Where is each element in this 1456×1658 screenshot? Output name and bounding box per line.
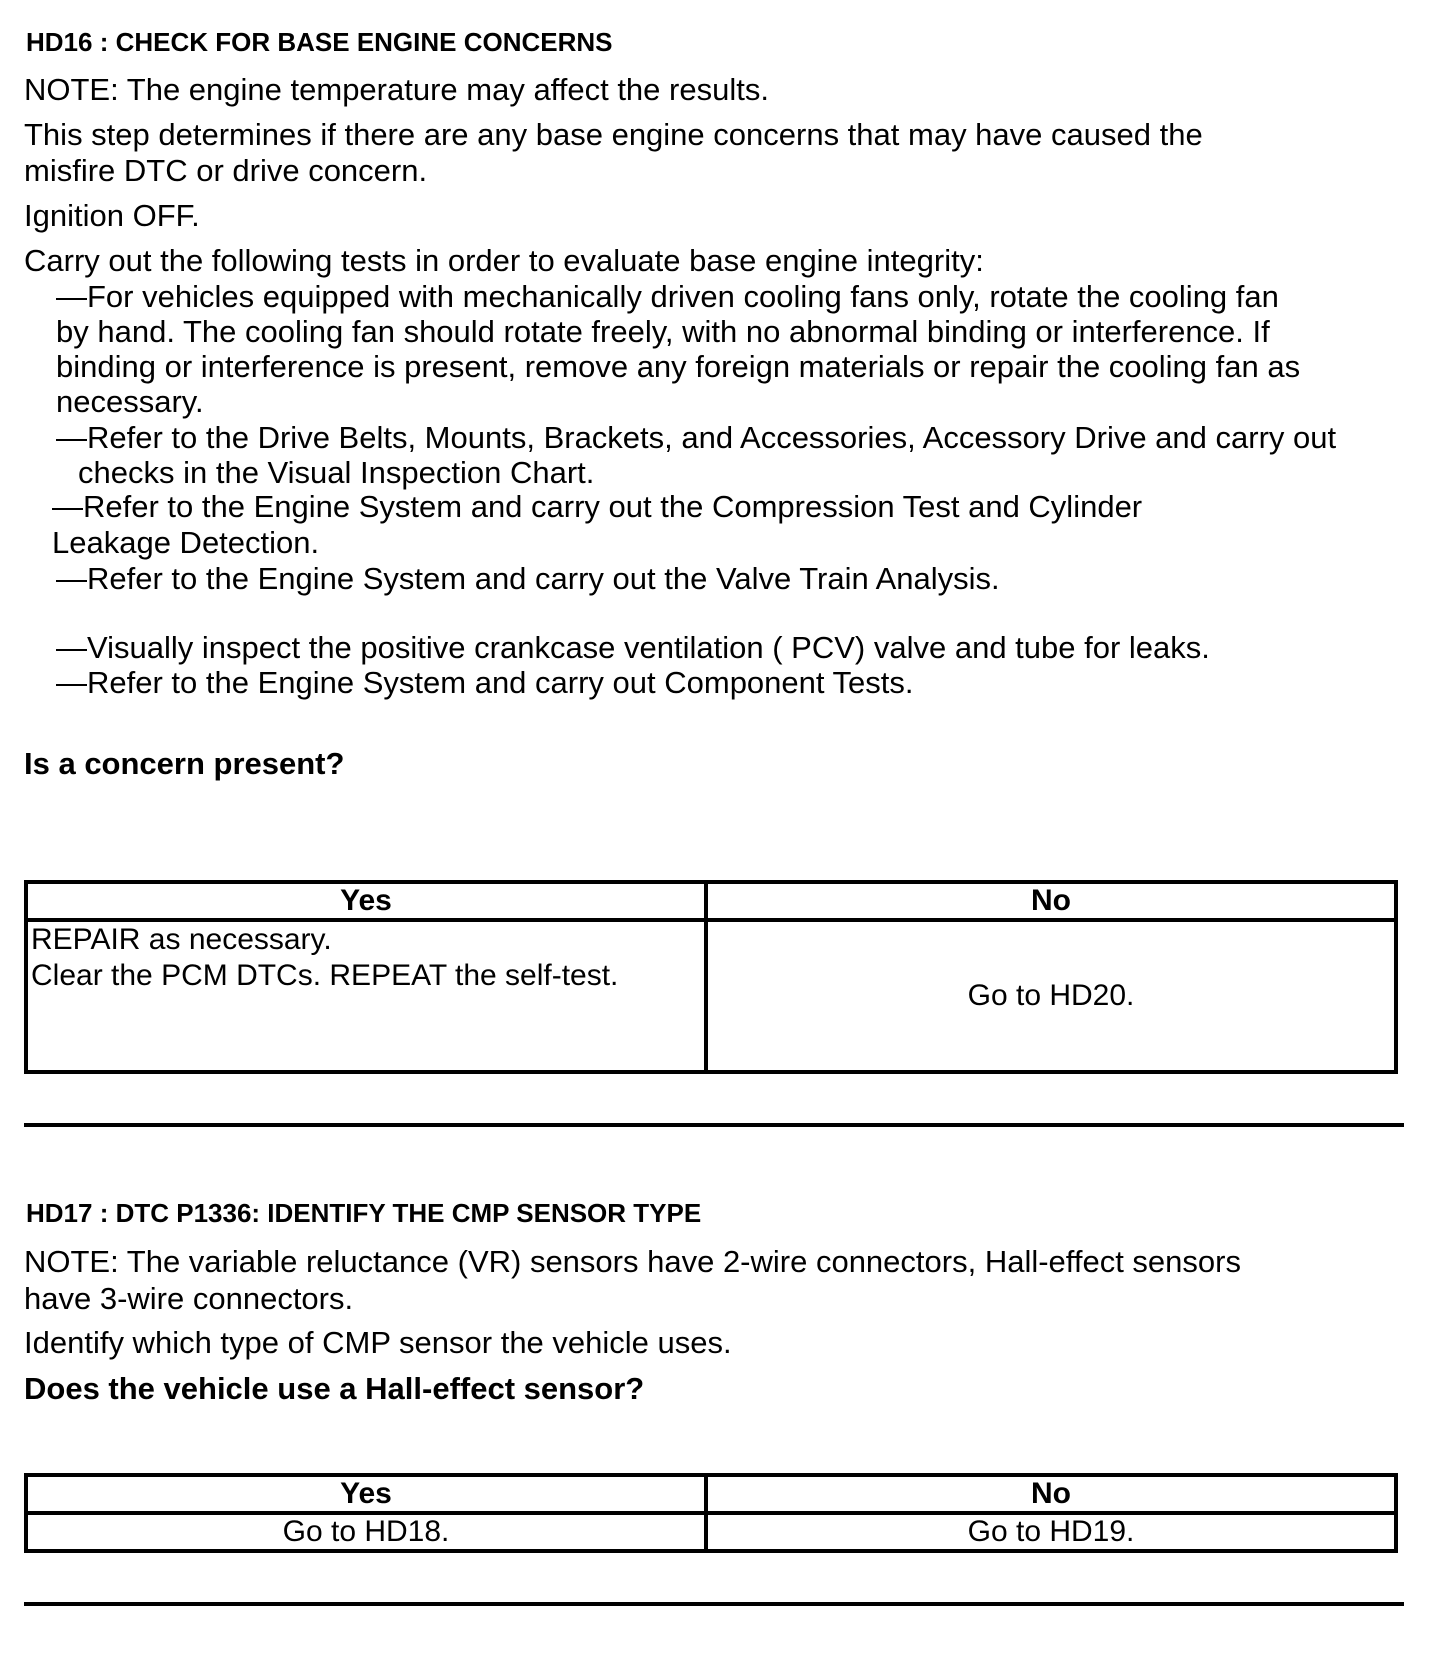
hd16-intro-line1: This step determines if there are any base engine concerns that may have caused the <box>24 117 1203 152</box>
section-divider-bottom <box>24 1602 1404 1606</box>
hd16-note: NOTE: The engine temperature may affect the results. <box>24 72 769 107</box>
hd17-note-line1: NOTE: The variable reluctance (VR) sensors have 2-wire connectors, Hall-effect sensors <box>24 1244 1241 1279</box>
hd16-compression-line1: —Refer to the Engine System and carry out the Compression Test and Cylinder <box>52 489 1143 524</box>
hd16-no-cell: Go to HD20. <box>706 920 1396 1072</box>
hd16-belts-line2: checks in the Visual Inspection Chart. <box>78 455 595 490</box>
hd16-yes-header: Yes <box>26 882 706 920</box>
hd16-ignition-step: Ignition OFF. <box>24 198 200 233</box>
hd17-answer-table <box>24 1473 1398 1553</box>
hd16-heading: HD16 : CHECK FOR BASE ENGINE CONCERNS <box>26 27 613 57</box>
hd16-fan-line3: binding or interference is present, remove any foreign materials or repair the cooling fan as <box>56 349 1301 384</box>
hd16-components: —Refer to the Engine System and carry out Component Tests. <box>56 665 914 700</box>
hd16-intro-line2: misfire DTC or drive concern. <box>24 153 428 188</box>
section-divider <box>24 1123 1404 1127</box>
hd17-identify-step: Identify which type of CMP sensor the vehicle uses. <box>24 1325 732 1360</box>
hd16-fan-line2: by hand. The cooling fan should rotate freely, with no abnormal binding or interference. If <box>56 314 1270 349</box>
hd17-no-header: No <box>706 1475 1396 1513</box>
hd16-no-header: No <box>706 882 1396 920</box>
hd17-heading: HD17 : DTC P1336: IDENTIFY THE CMP SENSOR TYPE <box>26 1198 702 1228</box>
hd16-valve-train: —Refer to the Engine System and carry out the Valve Train Analysis. <box>56 561 1000 596</box>
hd16-tests-lead: Carry out the following tests in order to evaluate base engine integrity: <box>24 243 984 278</box>
hd17-note-line2: have 3-wire connectors. <box>24 1281 354 1316</box>
hd16-fan-line4: necessary. <box>56 384 204 419</box>
hd16-yes-line1: REPAIR as necessary. <box>31 923 332 956</box>
hd17-question: Does the vehicle use a Hall-effect sensor? <box>24 1371 645 1406</box>
hd16-fan-line1: —For vehicles equipped with mechanically driven cooling fans only, rotate the cooling fan <box>56 279 1279 314</box>
hd17-yes-cell: Go to HD18. <box>26 1513 706 1551</box>
hd16-pcv: —Visually inspect the positive crankcase ventilation ( PCV) valve and tube for leaks. <box>56 630 1210 665</box>
hd16-yes-line2: Clear the PCM DTCs. REPEAT the self-test. <box>31 959 619 992</box>
hd16-belts-line1: —Refer to the Drive Belts, Mounts, Brackets, and Accessories, Accessory Drive and carry out <box>56 420 1337 455</box>
hd16-answer-table <box>24 880 1398 1074</box>
hd16-question: Is a concern present? <box>24 746 345 781</box>
hd16-yes-cell <box>26 920 706 1072</box>
hd17-yes-header: Yes <box>26 1475 706 1513</box>
hd16-compression-line2: Leakage Detection. <box>52 525 320 560</box>
hd17-no-cell: Go to HD19. <box>706 1513 1396 1551</box>
